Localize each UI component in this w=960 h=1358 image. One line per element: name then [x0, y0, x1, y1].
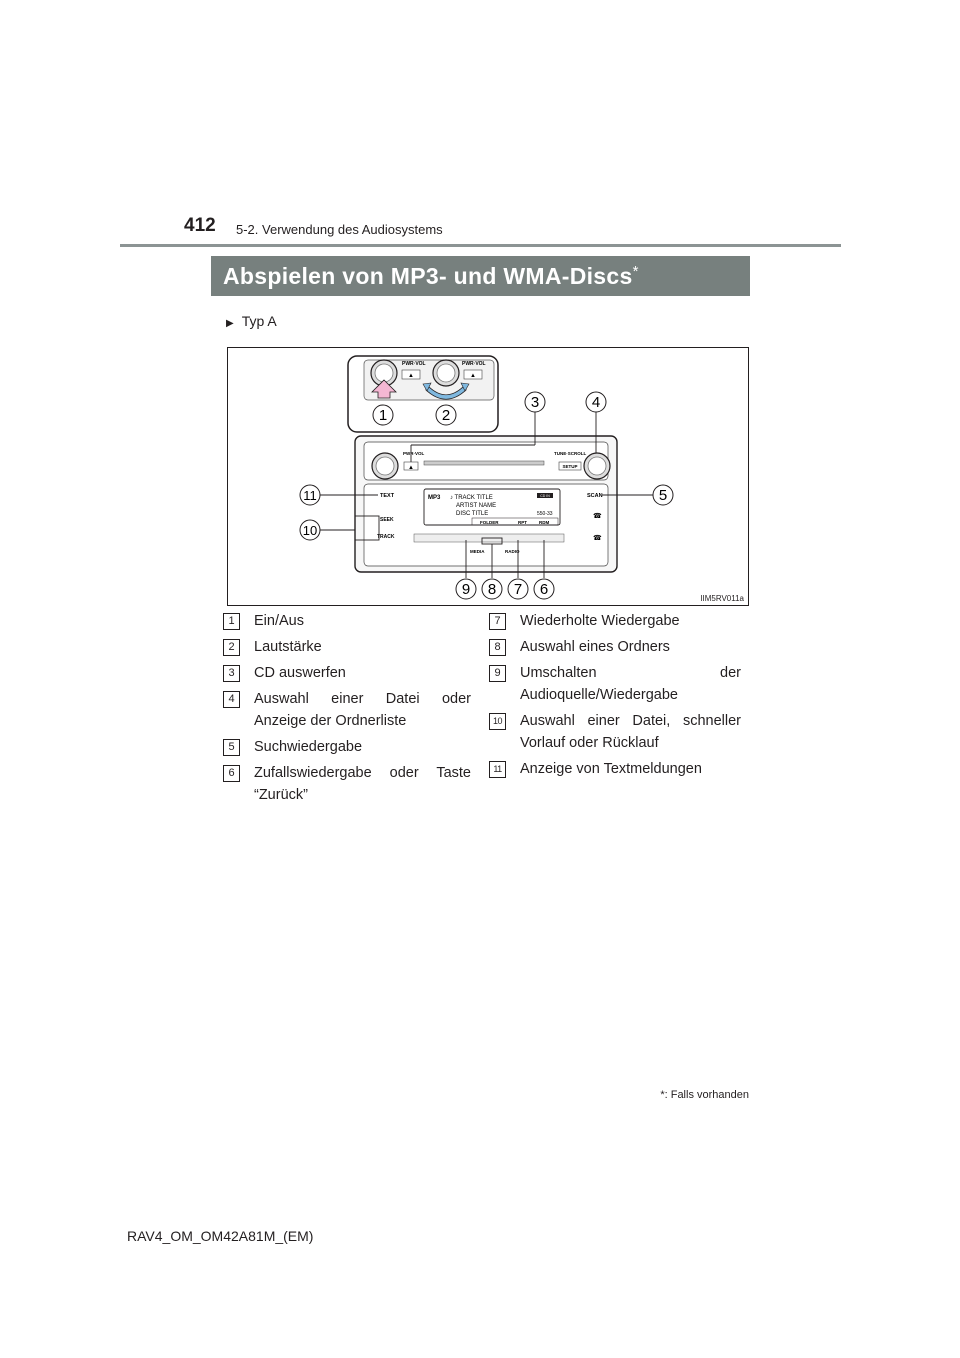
banner-title [223, 263, 639, 290]
svg-text:▲: ▲ [408, 465, 414, 471]
display-mp3: MP3 [428, 495, 441, 501]
legend-number-badge: 9 [489, 665, 506, 682]
document-footer: RAV4_OM_OM42A81M_(EM) [127, 1228, 314, 1244]
header-rule [120, 244, 841, 247]
callout-8: 8 [487, 581, 497, 598]
label-text: TEXT [380, 493, 395, 499]
callout-4: 4 [591, 394, 601, 411]
type-label-text: Typ A [241, 313, 277, 329]
legend-text: Zufallswiedergabe oder Taste “Zurück” [254, 765, 471, 803]
callout-11: 11 [303, 488, 317, 503]
label-seek: SEEK [380, 517, 394, 523]
legend-right [489, 610, 741, 784]
triangle-bullet-icon: ▶ [226, 318, 234, 329]
svg-text:▲: ▲ [470, 373, 476, 379]
legend-number-badge: 11 [489, 761, 506, 778]
banner-title-text: Abspielen von MP3- und WMA-Discs [223, 263, 633, 289]
legend-number-badge: 7 [489, 613, 506, 630]
asterisk-icon: * [632, 263, 639, 280]
audio-unit-body [355, 436, 617, 572]
figure-code: IIM5RV011a [700, 594, 744, 603]
legend-item [223, 688, 471, 732]
type-label [226, 313, 277, 329]
cd-slot [424, 461, 544, 465]
legend-number-badge: 6 [223, 765, 240, 782]
callout-2: 2 [441, 407, 451, 424]
legend-text: Anzeige von Textmeldungen [520, 761, 702, 777]
legend-number-badge: 2 [223, 639, 240, 656]
callout-10: 10 [302, 523, 318, 538]
legend-item [223, 662, 471, 684]
label-tune-scroll: TUNE·SCROLL [554, 451, 587, 456]
section-title: 5-2. Verwendung des Audiosystems [236, 222, 443, 237]
legend-item [489, 662, 741, 706]
legend-number-badge: 10 [489, 713, 506, 730]
legend-text: Auswahl eines Ordners [520, 639, 670, 655]
label-media: MEDIA [470, 549, 485, 554]
display-folder: FOLDER [480, 520, 499, 525]
legend-text: Wiederholte Wiedergabe [520, 613, 680, 629]
inset-panel [348, 356, 498, 432]
legend-number-badge: 4 [223, 691, 240, 708]
callout-9: 9 [461, 581, 471, 598]
display-artist-name: ARTIST NAME [456, 503, 497, 509]
legend-number-badge: 5 [223, 739, 240, 756]
legend-item [223, 636, 471, 658]
legend-text: Auswahl einer Datei oder Anzeige der Ordnerliste [254, 691, 471, 729]
display-rdm: RDM [539, 520, 550, 525]
audio-unit-illustration [228, 348, 748, 605]
legend-left [223, 610, 471, 810]
legend-text: Lautstärke [254, 639, 322, 655]
display-rpt: RPT [518, 520, 527, 525]
legend-item [223, 610, 471, 632]
legend-text: Suchwiedergabe [254, 739, 363, 755]
phone-pickup-icon: ☎ [593, 513, 602, 520]
legend-text: Umschalten der Audioquelle/Wiedergabe [520, 665, 741, 703]
legend-number-badge: 1 [223, 613, 240, 630]
legend-number-badge: 8 [489, 639, 506, 656]
callout-6: 6 [539, 581, 549, 598]
callout-1: 1 [378, 407, 388, 424]
label-setup: SETUP [562, 464, 578, 469]
legend-item [223, 762, 471, 806]
display-track-title: ♪ TRACK TITLE [450, 495, 493, 501]
label-pwr-vol-inset-1: PWR·VOL [402, 361, 426, 367]
phone-hangup-icon: ☎ [593, 535, 602, 542]
label-pwr-vol-inset-2: PWR·VOL [462, 361, 486, 367]
audio-unit-figure [227, 347, 749, 606]
legend-item [223, 736, 471, 758]
legend-number-badge: 3 [223, 665, 240, 682]
callout-5: 5 [658, 487, 668, 504]
section-banner [211, 256, 750, 296]
footnote: *: Falls vorhanden [660, 1089, 749, 1101]
legend-text: Auswahl einer Datei, schneller Vorlauf oder Rücklauf [520, 713, 741, 751]
callout-7: 7 [513, 581, 523, 598]
legend-item [489, 710, 741, 754]
legend-text: Ein/Aus [254, 613, 304, 629]
label-radio: RADIO [505, 549, 520, 554]
label-scan: SCAN [587, 493, 603, 499]
legend-item [489, 610, 741, 632]
legend-item [489, 758, 741, 780]
page-number: 412 [184, 215, 216, 236]
legend-item [489, 636, 741, 658]
label-track: TRACK [377, 534, 395, 540]
callout-3: 3 [530, 394, 540, 411]
svg-text:▲: ▲ [408, 373, 414, 379]
display-cd-in: CD IN [540, 494, 550, 498]
display-time: 550-33 [537, 511, 553, 517]
legend-text: CD auswerfen [254, 665, 346, 681]
display-disc-title: DISC TITLE [456, 511, 489, 517]
label-pwr-vol: PWR·VOL [403, 451, 425, 456]
